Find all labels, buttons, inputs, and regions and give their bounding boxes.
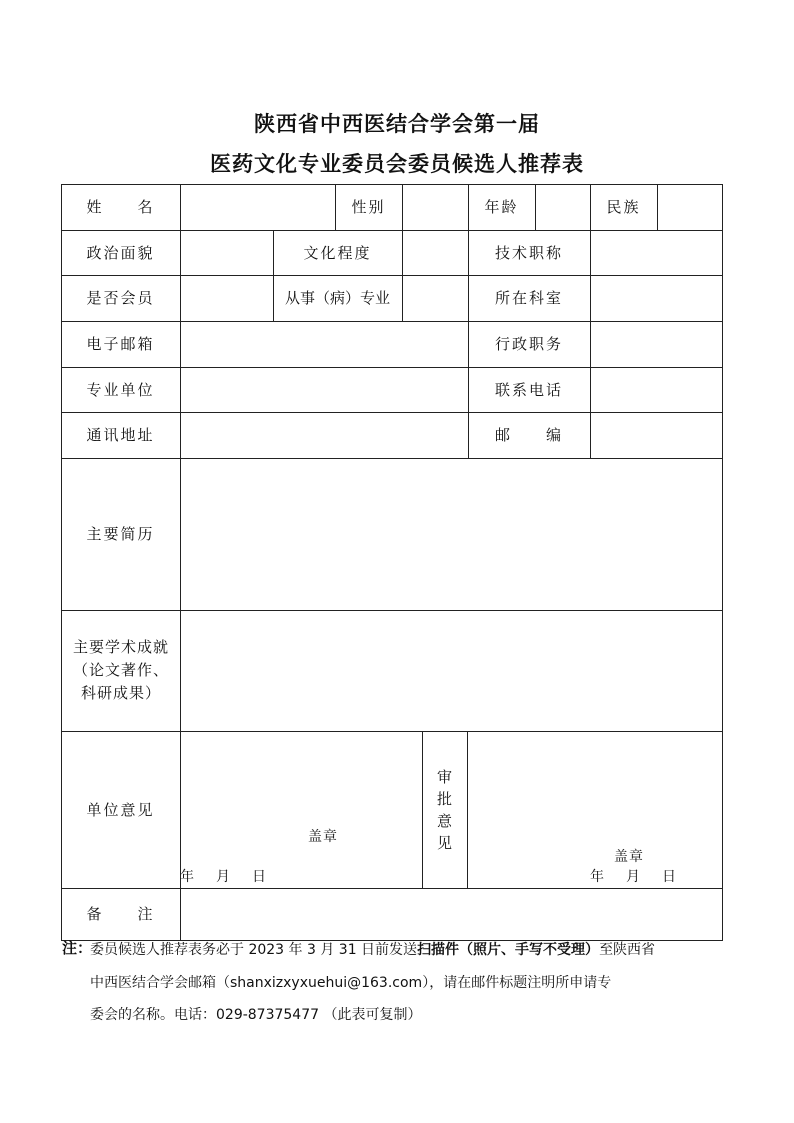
label-email: 电子邮箱 (86, 335, 155, 353)
label-gender: 性别 (351, 198, 386, 216)
label-admin-post: 行政职务 (494, 335, 563, 353)
approval-text: 审批意见 (436, 767, 452, 852)
note-line1-c: 至陕西省 (599, 942, 656, 958)
note-line1-a: 委员候选人推荐表务必于 2023 年 3 月 31 日前发送 (90, 942, 418, 958)
form-title-line2: 医药文化专业委员会委员候选人推荐表 (210, 151, 584, 176)
label-political: 政治面貌 (86, 243, 155, 262)
label-education: 文化程度 (303, 243, 372, 262)
label-address: 通讯地址 (86, 426, 155, 444)
label-unit-opinion: 单位意见 (86, 800, 155, 819)
label-remarks: 备 注 (86, 905, 155, 923)
label-age: 年龄 (484, 198, 519, 216)
label-approval (422, 731, 467, 888)
field-phone[interactable] (590, 367, 722, 412)
field-is-member[interactable] (180, 275, 273, 321)
field-specialty[interactable] (402, 275, 468, 321)
note-line1 (90, 935, 730, 965)
field-unit[interactable] (180, 367, 468, 412)
label-resume: 主要简历 (86, 525, 155, 543)
unit-date-label: 年 月 日 (180, 869, 270, 885)
label-phone: 联系电话 (494, 380, 563, 399)
label-department: 所在科室 (494, 289, 563, 307)
field-gender[interactable] (402, 184, 468, 230)
note-line2: 中西医结合学会邮箱（shanxizxyxuehui@163.com），请在邮件标题注明所申请专 (90, 975, 612, 991)
note-line1-b: 扫描件（照片、手写不受理） (417, 942, 600, 958)
field-admin-post[interactable] (590, 321, 722, 367)
field-political[interactable] (180, 230, 273, 275)
label-is-member: 是否会员 (86, 289, 155, 307)
field-tech-title[interactable] (590, 230, 722, 275)
field-achievements[interactable] (180, 610, 722, 731)
field-department[interactable] (590, 275, 722, 321)
field-address[interactable] (180, 412, 468, 458)
field-name[interactable] (180, 184, 335, 230)
note-label: 注： (62, 939, 93, 957)
note-line3: 委会的名称。电话：029-87375477 （此表可复制） (90, 1007, 422, 1023)
field-unit-opinion[interactable] (180, 731, 422, 888)
unit-seal-label: 盖章 (308, 829, 338, 845)
label-unit: 专业单位 (86, 380, 155, 399)
label-ethnicity: 民族 (606, 198, 641, 216)
field-remarks[interactable] (180, 888, 722, 940)
field-postcode[interactable] (590, 412, 722, 458)
field-education[interactable] (402, 230, 468, 275)
label-tech-title: 技术职称 (494, 243, 563, 262)
field-resume[interactable] (180, 458, 722, 610)
field-age[interactable] (535, 184, 590, 230)
approval-seal-label: 盖章 (614, 849, 644, 865)
field-ethnicity[interactable] (657, 184, 722, 230)
approval-date-label: 年 月 日 (590, 869, 680, 885)
label-postcode: 邮 编 (494, 426, 563, 444)
label-name: 姓 名 (86, 198, 155, 216)
label-achievements: 主要学术成就（论文著作、科研成果） (72, 638, 169, 702)
field-email[interactable] (180, 321, 468, 367)
field-approval[interactable] (467, 731, 722, 888)
label-specialty: 从事（病）专业 (284, 289, 390, 307)
form-title-line1: 陕西省中西医结合学会第一届 (254, 111, 540, 136)
